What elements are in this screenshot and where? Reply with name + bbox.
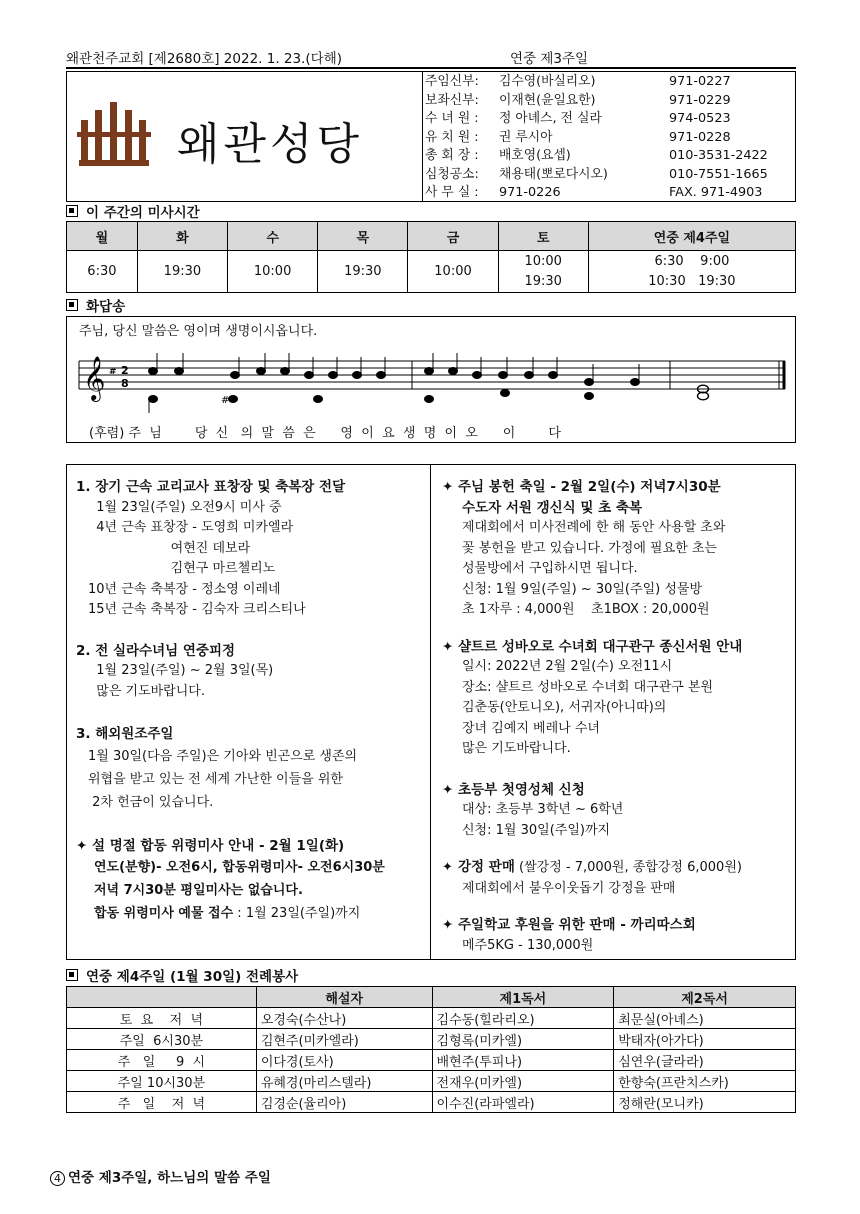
notice-body <box>442 936 792 957</box>
svg-text:2: 2 <box>121 364 129 377</box>
contact-label: 심청공소: <box>425 166 479 182</box>
contact-list <box>425 73 793 203</box>
notice-title: ✦ 초등부 첫영성체 신청 <box>442 780 792 801</box>
notice-body <box>442 518 792 621</box>
contact-row <box>425 184 793 203</box>
contact-row <box>425 166 793 185</box>
notice-title: 2. 전 실라수녀님 연중피정 <box>76 642 236 659</box>
service-time: 주 일 저 녁 <box>67 1092 257 1113</box>
mass-time: 19:30 <box>524 273 562 289</box>
service-person: 전재우(미카엘) <box>432 1071 614 1092</box>
notice-title: ✦ 주일학교 후원을 위한 판매 - 까리따스회 <box>442 915 792 936</box>
diamond-bullet-icon: ✦ <box>76 837 88 854</box>
psalm-lyrics: (후렴) 주 님 당 신 의 말 씀 은 영 이 요 생 명 이 오 이 다 <box>89 426 561 441</box>
notice-line: 위협을 받고 있는 전 세계 가난한 이들을 위한 <box>88 771 343 787</box>
contact-name: 권 루시아 <box>499 129 553 145</box>
diamond-bullet-icon: ✦ <box>442 479 454 495</box>
notice-line: 1월 30일(다음 주일)은 기아와 빈곤으로 생존의 <box>88 748 358 764</box>
psalm-refrain: 주님, 당신 말씀은 영이며 생명이시옵니다. <box>79 324 318 339</box>
notice-line: 저녁 7시30분 평일미사는 없습니다. <box>94 883 303 898</box>
table-row <box>67 1092 796 1113</box>
contact-name: 정 아녜스, 전 실라 <box>499 111 602 126</box>
table-row <box>67 1071 796 1092</box>
table-row <box>67 1008 796 1029</box>
service-time: 주일 10시30분 <box>67 1071 257 1092</box>
notice-line: 2차 헌금이 있습니다. <box>88 794 214 810</box>
service-column-header: 제1독서 <box>432 987 614 1008</box>
contact-phone: 010-3531-2422 <box>669 148 768 163</box>
contact-row <box>425 92 793 111</box>
mass-time: 6:30 9:00 <box>654 253 730 269</box>
notice-line: 성물방에서 구입하시면 됩니다. <box>462 561 638 576</box>
page-number: 4 <box>50 1171 65 1186</box>
section-bullet-icon <box>66 299 78 311</box>
mass-time-sunday <box>588 251 795 293</box>
notice-divider <box>430 464 431 960</box>
psalm-box <box>66 316 796 443</box>
service-person: 한향숙(프란치스카) <box>614 1071 796 1092</box>
contact-name: 이재현(윤일요한) <box>499 92 596 108</box>
masthead <box>66 71 796 202</box>
notice-line: 연도(분향)- 오전6시, 합동위령미사- 오전6시30분 <box>94 860 385 875</box>
service-person: 박태자(아가다) <box>614 1029 796 1050</box>
service-person: 이다경(토사) <box>256 1050 432 1071</box>
diamond-bullet-icon: ✦ <box>442 781 454 798</box>
notice-title: ✦ 주님 봉헌 축일 - 2월 2일(수) 저녁7시30분 <box>442 477 792 498</box>
notice-line: 많은 기도바랍니다. <box>88 683 205 699</box>
contact-row <box>425 110 793 129</box>
contact-name: 971-0226 <box>499 185 561 200</box>
contact-label: 보좌신부: <box>425 92 479 108</box>
notice-line: 제대회에서 불우이웃돕기 강정을 판매 <box>462 880 676 896</box>
notice-body <box>76 498 426 621</box>
music-staff <box>73 341 793 421</box>
mass-schedule-table <box>66 221 796 293</box>
svg-text:#: # <box>221 395 230 406</box>
notice-line: 1월 23일(주일) 오전9시 미사 중 <box>88 499 282 515</box>
notice-title: 1. 장기 근속 교리교사 표창장 및 축복장 전달 <box>76 479 346 495</box>
mass-time: 10:00 <box>408 251 498 293</box>
contact-row <box>425 73 793 92</box>
service-person: 김수동(힐라리오) <box>432 1008 614 1029</box>
notice-title: ✦ 샬트르 성바오로 수녀회 대구관구 종신서원 안내 <box>442 637 792 658</box>
notices-right-column <box>442 477 792 956</box>
service-person: 김현주(미카엘라) <box>256 1029 432 1050</box>
service-column-header: 해설자 <box>256 987 432 1008</box>
svg-text:8: 8 <box>121 377 129 390</box>
contact-label: 주임신부: <box>425 74 479 89</box>
service-person: 심연우(글라라) <box>614 1050 796 1071</box>
contact-row <box>425 129 793 148</box>
notice-line: 10년 근속 축복장 - 정소영 이레네 <box>88 581 281 597</box>
contact-name: 김수영(바실리오) <box>499 74 596 89</box>
notice-line: 15년 근속 축복장 - 김숙자 크리스티나 <box>88 602 306 617</box>
contact-label: 수 녀 원 : <box>425 111 479 126</box>
mass-time-saturday <box>498 251 588 293</box>
logo-area <box>67 72 423 201</box>
psalm-heading: 화답송 <box>66 295 125 315</box>
parish-name: 왜관성당 <box>177 119 364 170</box>
section-bullet-icon <box>66 205 78 217</box>
mass-time: 19:30 <box>318 251 408 293</box>
contact-label: 유 치 원 : <box>425 129 479 145</box>
notice-line: 꽃 봉헌을 받고 있습니다. 가정에 필요한 초는 <box>462 540 717 556</box>
church-logo-icon <box>77 102 157 172</box>
contact-phone: 971-0229 <box>669 92 731 108</box>
svg-text:#: # <box>109 367 117 377</box>
notice-body: 합동 위령미사 예물 접수 : 1월 23일(주일)까지 <box>94 906 361 921</box>
service-person: 유혜경(마리스텔라) <box>256 1071 432 1092</box>
contact-phone: 010-7551-1665 <box>669 166 768 182</box>
notice-line: 초 1자루 : 4,000원 초1BOX : 20,000원 <box>462 602 710 617</box>
mass-day-header: 수 <box>228 222 318 251</box>
notice-line: 장소: 샬트르 성바오로 수녀회 대구관구 본원 <box>462 679 714 695</box>
contact-label: 총 회 장 : <box>425 148 479 163</box>
mass-time: 10:30 19:30 <box>648 273 736 289</box>
notice-line: 신청: 1월 9일(주일) ~ 30일(주일) 성물방 <box>462 581 703 597</box>
service-person: 김형록(미카엘) <box>432 1029 614 1050</box>
service-person: 이수진(라파엘라) <box>432 1092 614 1113</box>
notice-line: 많은 기도바랍니다. <box>462 741 571 756</box>
notice-title: 3. 해외원조주일 <box>76 726 174 742</box>
mass-day-header: 월 <box>67 222 138 251</box>
section-bullet-icon <box>66 969 78 981</box>
service-person: 오경숙(수산나) <box>256 1008 432 1029</box>
service-person: 김경순(율리아) <box>256 1092 432 1113</box>
mass-day-header: 화 <box>137 222 227 251</box>
mass-time: 19:30 <box>137 251 227 293</box>
mass-day-header: 목 <box>318 222 408 251</box>
notice-subtitle: 수도자 서원 갱신식 및 초 축복 <box>462 499 642 516</box>
service-person: 정해란(모니카) <box>614 1092 796 1113</box>
bulletin-issue-info: 왜관천주교회 [제2680호] 2022. 1. 23.(다해) <box>66 51 342 67</box>
notice-body <box>76 661 426 702</box>
service-heading: 연중 제4주일 (1월 30일) 전례봉사 <box>66 965 298 985</box>
diamond-bullet-icon: ✦ <box>442 860 453 875</box>
mass-time: 6:30 <box>67 251 138 293</box>
service-time: 주 일 9 시 <box>67 1050 257 1071</box>
liturgy-service-table <box>66 986 796 1113</box>
notice-title: ✦ 강정 판매 (쌀강정 - 7,000원, 종합강정 6,000원) <box>442 857 792 879</box>
service-column-header <box>67 987 257 1008</box>
contact-phone: 974-0523 <box>669 111 731 126</box>
contact-name: 배호영(요셉) <box>499 148 571 163</box>
contact-label: 사 무 실 : <box>425 185 479 200</box>
service-time: 토 요 저 녁 <box>67 1008 257 1029</box>
service-person: 최문실(아녜스) <box>614 1008 796 1029</box>
notice-line: 김현구 마르첼리노 <box>88 561 276 576</box>
page-footer: 4 연중 제3주일, 하느님의 말씀 주일 <box>50 1166 271 1186</box>
contact-row <box>425 147 793 166</box>
mass-time: 10:00 <box>524 253 562 269</box>
notice-line: 김춘동(안토니오), 서귀자(아니따)의 <box>462 700 667 715</box>
notice-title: ✦ 설 명절 합동 위령미사 안내 - 2월 1일(화) <box>76 836 426 857</box>
notice-line: 장녀 김예지 베레나 수녀 <box>462 720 600 736</box>
service-time: 주일 6시30분 <box>67 1029 257 1050</box>
contact-name: 채용태(뽀로다시오) <box>499 166 608 182</box>
contact-phone: 971-0227 <box>669 74 731 89</box>
contact-phone: FAX. 971-4903 <box>669 185 763 200</box>
notice-line: 1월 23일(주일) ~ 2월 3일(목) <box>88 663 274 678</box>
service-column-header: 제2독서 <box>614 987 796 1008</box>
notice-line: 신청: 1월 30일(주일)까지 <box>462 822 611 838</box>
svg-text:𝄞: 𝄞 <box>83 356 106 400</box>
notice-line: 대상: 초등부 3학년 ~ 6학년 <box>462 802 624 817</box>
notice-body <box>442 879 792 900</box>
table-row <box>67 1050 796 1071</box>
notice-body <box>76 856 426 902</box>
contact-phone: 971-0228 <box>669 129 731 145</box>
mass-day-header: 금 <box>408 222 498 251</box>
mass-day-header: 토 <box>498 222 588 251</box>
diamond-bullet-icon: ✦ <box>442 917 454 933</box>
mass-heading: 이 주간의 미사시간 <box>66 201 200 221</box>
notice-line: 여현진 데보라 <box>88 540 251 556</box>
notices-left-column <box>76 477 426 925</box>
notice-line: 4년 근속 표창장 - 도영희 미카엘라 <box>88 520 294 535</box>
notice-body <box>76 745 426 814</box>
table-row <box>67 1029 796 1050</box>
notice-line: 일시: 2022년 2월 2일(수) 오전11시 <box>462 659 673 674</box>
diamond-bullet-icon: ✦ <box>442 638 454 655</box>
header-rule <box>66 67 796 69</box>
notice-line: 메주5KG - 130,000원 <box>462 937 594 953</box>
notice-body <box>442 800 792 841</box>
service-person: 배현주(투피나) <box>432 1050 614 1071</box>
mass-day-header: 연중 제4주일 <box>588 222 795 251</box>
liturgical-day: 연중 제3주일 <box>510 51 589 67</box>
notice-line: 제대회에서 미사전례에 한 해 동안 사용할 초와 <box>462 520 726 535</box>
notice-body <box>442 657 792 760</box>
mass-time: 10:00 <box>228 251 318 293</box>
